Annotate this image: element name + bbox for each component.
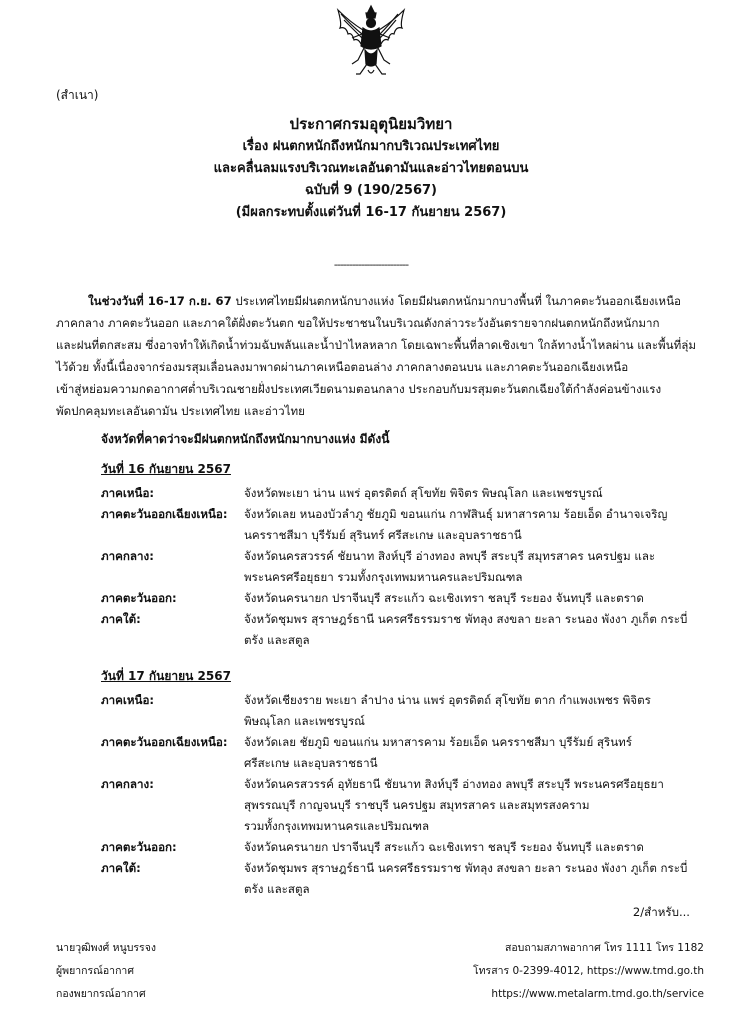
province-line: พิษณุโลก และเพชรบูรณ์ [244,714,365,728]
body-paragraph [56,290,696,422]
footer-contact [473,937,704,1006]
region-label: ภาคตะวันออก: [101,840,177,854]
contact-phone: สอบถามสภาพอากาศ โทร 1111 โทร 1182 [504,942,704,954]
body-line-5: เข้าสู่หย่อมความกดอากาศต่ำบริเวณชายฝั่งประเทศเวียดนามตอนกลาง ประกอบกับมรสุมตะวันตกเฉียงใต้กำลังค่อนข้างแรง [56,382,662,396]
region-label: ภาคตะวันออก: [101,591,177,605]
province-line: จังหวัดเลย ชัยภูมิ ขอนแก่น มหาสารคาม ร้อยเอ็ด นครราชสีมา บุรีรัมย์ สุรินทร์ [244,735,633,749]
region-provinces [244,588,694,609]
region-label: ภาคตะวันออกเฉียงเหนือ: [101,735,228,749]
province-line: จังหวัดชุมพร สุราษฎร์ธานี นครศรีธรรมราช พัทลุง สงขลา ยะลา ระนอง พังงา ภูเก็ต กระบี่ [244,612,688,626]
province-line: จังหวัดเชียงราย พะเยา ลำปาง น่าน แพร่ อุตรดิตถ์ สุโขทัย ตาก กำแพงเพชร พิจิตร [244,693,651,707]
region-label: ภาคใต้: [101,612,141,626]
region-provinces [244,546,694,588]
footer-signatory [56,937,156,1006]
region-label: ภาคกลาง: [101,549,154,563]
region-label: ภาคเหนือ: [101,486,155,500]
province-line: นครราชสีมา บุรีรัมย์ สุรินทร์ ศรีสะเกษ และอุบลราชธานี [244,528,522,542]
province-line: จังหวัดชุมพร สุราษฎร์ธานี นครศรีธรรมราช พัทลุง สงขลา ยะลา ระนอง พังงา ภูเก็ต กระบี่ [244,861,688,875]
body-line-3: และฝนที่ตกสะสม ซึ่งอาจทำให้เกิดน้ำท่วมฉับพลันและน้ำป่าไหลหลาก โดยเฉพาะพื้นที่ลาดเชิงเขา ใกล้ทางน้ำไหลผ่าน และพื้นที่ลุ่ม [56,338,696,352]
body-line-1-rest: ประเทศไทยมีฝนตกหนักบางแห่ง โดยมีฝนตกหนักมากบางพื้นที่ ในภาคตะวันออกเฉียงเหนือ [231,294,681,308]
region-label: ภาคใต้: [101,861,141,875]
province-line: พระนครศรีอยุธยา รวมทั้งกรุงเทพมหานครและปริมณฑล [244,570,523,584]
effect-period: (มีผลกระทบตั้งแต่วันที่ 16-17 กันยายน 2567) [235,205,507,220]
province-line: ตรัง และสตูล [244,633,310,647]
region-label: ภาคกลาง: [101,777,154,791]
region-provinces [244,504,694,546]
region-label: ภาคเหนือ: [101,693,155,707]
body-line-4: ไว้ด้วย ทั้งนี้เนื่องจากร่องมรสุมเลื่อนลงมาพาดผ่านภาคเหนือตอนล่าง ภาคกลางตอนบน และภาคตะวันออกเฉียงเหนือ [56,360,629,374]
region-provinces [244,483,694,504]
copy-label: (สำเนา) [56,88,99,102]
body-line-6: พัดปกคลุมทะเลอันดามัน ประเทศไทย และอ่าวไทย [56,404,305,418]
province-line: จังหวัดนครสวรรค์ อุทัยธานี ชัยนาท สิงห์บุรี อ่างทอง ลพบุรี สระบุรี พระนครศรีอยุธยา [244,777,664,791]
forecaster-name: นายวุฒิพงศ์ หนูบรรจง [56,942,156,954]
subject-line-2: และคลื่นลมแรงบริเวณทะเลอันดามันและอ่าวไทยตอนบน [213,161,529,176]
province-line: ตรัง และสตูล [244,882,310,896]
region-provinces [244,858,694,900]
region-provinces [244,837,694,858]
province-line: ศรีสะเกษ และอุบลราชธานี [244,756,378,770]
issue-number: ฉบับที่ 9 (190/2567) [305,183,437,198]
contact-service-url: https://www.metalarm.tmd.go.th/service [491,988,704,1000]
day-heading: วันที่ 16 กันยายน 2567 [101,462,231,476]
forecaster-division: กองพยากรณ์อากาศ [56,988,146,1000]
region-provinces [244,732,694,774]
province-line: รวมทั้งกรุงเทพมหานครและปริมณฑล [244,819,430,833]
province-line: จังหวัดเลย หนองบัวลำภู ชัยภูมิ ขอนแก่น กาฬสินธุ์ มหาสารคาม ร้อยเอ็ด อำนาจเจริญ [244,507,668,521]
region-provinces [244,774,694,837]
body-line-1 [56,290,688,312]
region-provinces [244,609,694,651]
announcement-title: ประกาศกรมอุตุนิยมวิทยา [289,115,453,133]
province-line: จังหวัดนครนายก ปราจีนบุรี สระแก้ว ฉะเชิงเทรา ชลบุรี ระยอง จันทบุรี และตราด [244,840,644,854]
region-label: ภาคตะวันออกเฉียงเหนือ: [101,507,228,521]
subject-line-1: เรื่อง ฝนตกหนักถึงหนักมากบริเวณประเทศไทย [242,139,500,154]
garuda-emblem-icon [332,4,410,78]
body-line-2: ภาคกลาง ภาคตะวันออก และภาคใต้ฝั่งตะวันตก ขอให้ประชาชนในบริเวณดังกล่าวระวังอันตรายจากฝนตกหนักถึงหนักมาก [56,316,660,330]
forecaster-title: ผู้พยากรณ์อากาศ [56,965,134,977]
province-line: จังหวัดนครสวรรค์ ชัยนาท สิงห์บุรี อ่างทอง ลพบุรี สระบุรี สมุทรสาคร นครปฐม และ [244,549,656,563]
province-line: สุพรรณบุรี กาญจนบุรี ราชบุรี นครปฐม สมุทรสาคร และสมุทรสงคราม [244,798,590,812]
province-line: จังหวัดนครนายก ปราจีนบุรี สระแก้ว ฉะเชิงเทรา ชลบุรี ระยอง จันทบุรี และตราด [244,591,644,605]
section-divider: ------------------------- [333,258,409,271]
provinces-intro: จังหวัดที่คาดว่าจะมีฝนตกหนักถึงหนักมากบางแห่ง มีดังนี้ [101,432,390,446]
continuation-note: 2/สำหรับ... [632,905,690,919]
contact-fax-website: โทรสาร 0-2399-4012, https://www.tmd.go.th [473,965,704,977]
announcement-header [0,112,742,224]
region-provinces [244,690,694,732]
day-heading: วันที่ 17 กันยายน 2567 [101,669,231,683]
body-lead: ในช่วงวันที่ 16-17 ก.ย. 67 [88,294,232,308]
province-line: จังหวัดพะเยา น่าน แพร่ อุตรดิตถ์ สุโขทัย พิจิตร พิษณุโลก และเพชรบูรณ์ [244,486,603,500]
